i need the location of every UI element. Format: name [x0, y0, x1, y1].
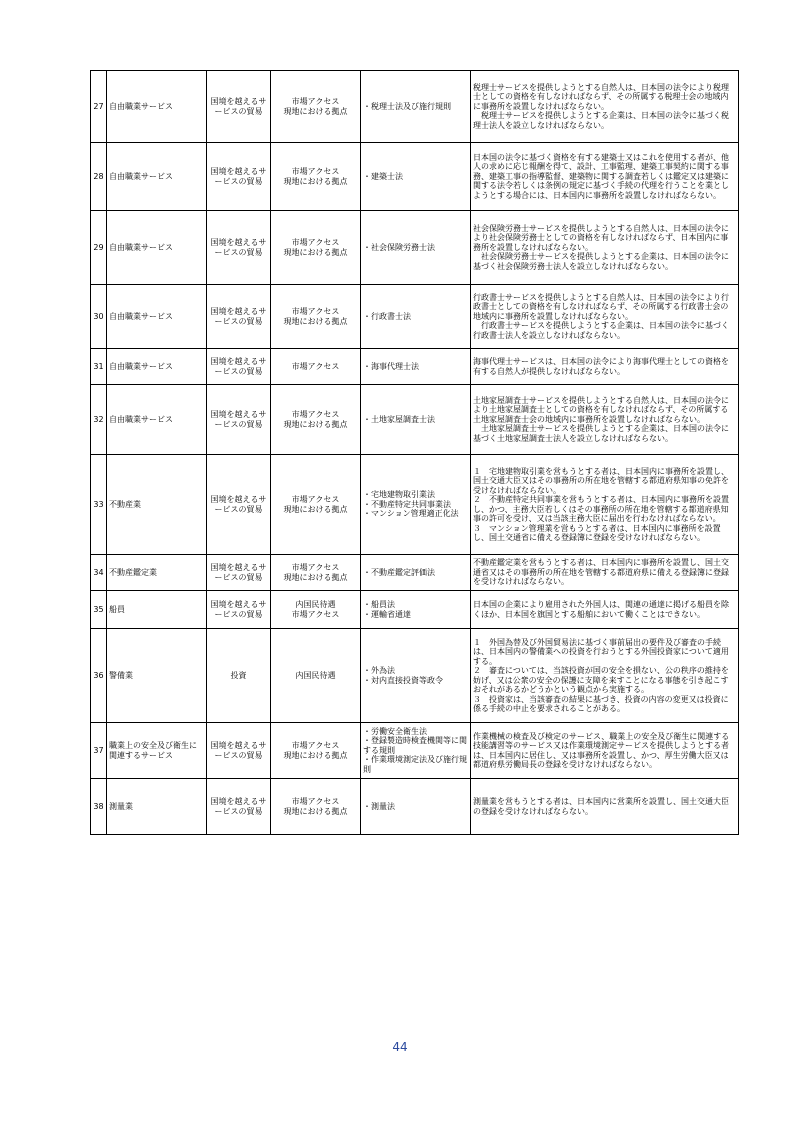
description-cell [471, 455, 739, 555]
description-cell [471, 555, 739, 591]
laws-cell [361, 779, 471, 835]
measure-item: 市場アクセス [291, 609, 340, 619]
law-item: ・社会保険労務士法 [363, 242, 435, 252]
sector-cell: 自由職業サービス [107, 285, 207, 349]
measure-cell [271, 211, 361, 285]
measure-item: 市場アクセス [291, 238, 340, 247]
table-row [91, 555, 739, 591]
row-number: 30 [91, 285, 107, 349]
sector-cell: 警備業 [107, 629, 207, 723]
sector-cell: 不動産鑑定業 [107, 555, 207, 591]
laws-cell [361, 143, 471, 211]
measure-item: 市場アクセス [291, 797, 340, 806]
description-text: １ 宅地建物取引業を営もうとする者は、日本国内に事務所を設置し、国土交通大臣又はその事務所の所在地を管轄する都道府県知事の免許を受けなければならない。 ２ 不動産特定共同事業を営もうとする者は、日本国内に事務所を設置し、かつ、主務大臣若しくはその事務所の所在地を管轄する都道府県知事の許可を受け、又は当該主務大臣に届出を行わなければならない。 ３ マンション管理業を営もうとする者は、日本国内に事務所を設置し、国土交通省に備える登録簿に登録を受けなければならない。 [473, 466, 729, 542]
table-row [91, 285, 739, 349]
measure-cell [271, 779, 361, 835]
measure-cell [271, 723, 361, 779]
description-text: 土地家屋調査士サービスを提供しようとする自然人は、日本国の法令により土地家屋調査士としての資格を有しなければならず、その所属する土地家屋調査士会の地域内に事務所を設置しなければならない。 土地家屋調査士サービスを提供しようとする企業は、日本国の法令に基づく土地家屋調査士法人を設立しなければならない。 [473, 395, 729, 443]
laws-cell [361, 285, 471, 349]
obligation-cell: 国境を越えるサービスの貿易 [207, 285, 271, 349]
measure-item: 市場アクセス [291, 563, 340, 572]
law-item: ・船員法 [363, 600, 395, 609]
obligation-cell: 国境を越えるサービスの貿易 [207, 71, 271, 143]
measure-item: 内国民待遇 [295, 670, 336, 680]
description-text: 海事代理士サービスは、日本国の法令により海事代理士としての資格を有する自然人が提供しなければならない。 [473, 357, 729, 376]
description-text: 社会保険労務士サービスを提供しようとする自然人は、日本国の法令により社会保険労務士としての資格を有しなければならず、日本国内に事務所を設置しなければならない。 社会保険労務士サービスを提供しようとする企業は、日本国の法令に基づく社会保険労務士法人を設立しなければならない。 [473, 223, 729, 271]
description-text: 日本国の法令に基づく資格を有する建築士又はこれを使用する者が、他人の求めに応じ報酬を得て、設計、工事監理、建築工事契約に関する事務、建築工事の指導監督、建築物に関する調査若しくは鑑定又は建築に関する法令若しくは条例の規定に基づく手続の代理を行うことを業としようとする場合には、日本国内に事務所を設置しなければならない。 [473, 152, 729, 200]
description-cell [471, 211, 739, 285]
description-text: 日本国の企業により雇用された外国人は、関連の通達に掲げる船員を除くほか、日本国を旗国とする船舶において働くことはできない。 [473, 600, 729, 619]
law-item: ・土地家屋調査士法 [363, 414, 435, 424]
obligation-cell: 国境を越えるサービスの貿易 [207, 555, 271, 591]
description-text: 作業機械の検査及び検定のサービス、職業上の安全及び衛生に関連する技能講習等のサービス又は作業環境測定サービスを提供しようとする者は、日本国内に居住し、又は事務所を設置し、かつ、厚生労働大臣又は都道府県労働局長の登録を受けなければならない。 [473, 731, 730, 769]
description-text: 測量業を営もうとする者は、日本国内に営業所を設置し、国土交通大臣の登録を受けなければならない。 [473, 797, 729, 816]
row-number: 31 [91, 349, 107, 385]
measure-cell [271, 71, 361, 143]
description-cell [471, 629, 739, 723]
law-item: ・作業環境測定法及び施行規則 [363, 755, 467, 774]
obligation-cell: 投資 [207, 629, 271, 723]
measure-item: 市場アクセス [291, 361, 340, 371]
obligation-cell: 国境を越えるサービスの貿易 [207, 143, 271, 211]
sector-cell: 測量業 [107, 779, 207, 835]
laws-cell [361, 349, 471, 385]
sector-cell: 職業上の安全及び衛生に関連するサービス [107, 723, 207, 779]
obligation-cell: 国境を越えるサービスの貿易 [207, 723, 271, 779]
row-number: 35 [91, 591, 107, 629]
laws-cell [361, 71, 471, 143]
law-item: ・宅地建物取引業法 [363, 490, 435, 500]
row-number: 27 [91, 71, 107, 143]
law-item: ・不動産鑑定評価法 [363, 567, 435, 577]
sector-cell: 船員 [107, 591, 207, 629]
table-row [91, 211, 739, 285]
measure-cell [271, 285, 361, 349]
laws-cell [361, 555, 471, 591]
table-row [91, 629, 739, 723]
description-text: 税理士サービスを提供しようとする自然人は、日本国の法令により税理士としての資格を有しなければならず、その所属する税理士会の地域内に事務所を設置しなければならない。 税理士サービスを提供しようとする企業は、日本国の法令に基づく税理士法人を設立しなければならない。 [473, 82, 729, 130]
measure-cell [271, 143, 361, 211]
obligation-cell: 国境を越えるサービスの貿易 [207, 779, 271, 835]
measure-item: 現地における拠点 [283, 750, 348, 760]
description-cell [471, 349, 739, 385]
row-number: 37 [91, 723, 107, 779]
measure-item: 現地における拠点 [283, 419, 348, 429]
row-number: 34 [91, 555, 107, 591]
measure-item: 市場アクセス [291, 97, 340, 106]
row-number: 28 [91, 143, 107, 211]
measure-cell [271, 555, 361, 591]
description-cell [471, 779, 739, 835]
row-number: 33 [91, 455, 107, 555]
measure-item: 市場アクセス [291, 741, 340, 750]
obligation-cell: 国境を越えるサービスの貿易 [207, 591, 271, 629]
measure-item: 内国民待遇 [295, 600, 336, 609]
law-item: ・海事代理士法 [363, 361, 419, 371]
measure-cell [271, 629, 361, 723]
table-row [91, 455, 739, 555]
sector-cell: 自由職業サービス [107, 385, 207, 455]
table-row [91, 723, 739, 779]
sector-cell: 自由職業サービス [107, 143, 207, 211]
measure-item: 現地における拠点 [283, 316, 348, 326]
sector-cell: 自由職業サービス [107, 349, 207, 385]
description-cell [471, 285, 739, 349]
row-number: 36 [91, 629, 107, 723]
measure-item: 市場アクセス [291, 410, 340, 419]
description-text: １ 外国為替及び外国貿易法に基づく事前届出の要件及び審査の手続は、日本国内の警備業への投資を行おうとする外国投資家について適用する。 ２ 審査については、当該投資が国の安全を損ない、公の秩序の維持を妨げ、又は公衆の安全の保護に支障を来すことになる事態を引き起こすおそれがあるかどうかという観点から実施する。 ３ 投資家は、当該審査の結果に基づき、投資の内容の変更又は投資に係る手続の中止を要求されることがある。 [473, 637, 729, 713]
obligation-cell: 国境を越えるサービスの貿易 [207, 349, 271, 385]
measure-item: 現地における拠点 [283, 504, 348, 514]
table-row [91, 349, 739, 385]
law-item: ・建築士法 [363, 171, 403, 181]
law-item: ・外為法 [363, 666, 395, 675]
table-row [91, 779, 739, 835]
laws-cell [361, 723, 471, 779]
obligation-cell: 国境を越えるサービスの貿易 [207, 455, 271, 555]
measure-item: 市場アクセス [291, 167, 340, 176]
measure-item: 現地における拠点 [283, 806, 348, 816]
measure-item: 現地における拠点 [283, 176, 348, 186]
sector-cell: 自由職業サービス [107, 71, 207, 143]
measure-cell [271, 349, 361, 385]
law-item: ・労働安全衛生法 [363, 726, 427, 736]
table-row [91, 143, 739, 211]
laws-cell [361, 211, 471, 285]
law-item: ・対内直接投資等政令 [363, 675, 443, 685]
measure-item: 市場アクセス [291, 307, 340, 316]
reservation-table [90, 70, 739, 835]
measure-cell [271, 455, 361, 555]
measure-cell [271, 591, 361, 629]
table-row [91, 591, 739, 629]
page-number: 44 [392, 1040, 408, 1054]
description-text: 不動産鑑定業を営もうとする者は、日本国内に事務所を設置し、国土交通省又はその事務所の所在地を管轄する都道府県に備える登録簿に登録を受けなければならない。 [473, 558, 729, 587]
measure-cell [271, 385, 361, 455]
row-number: 38 [91, 779, 107, 835]
obligation-cell: 国境を越えるサービスの貿易 [207, 211, 271, 285]
description-text: 行政書士サービスを提供しようとする自然人は、日本国の法令により行政書士としての資格を有しなければならず、その所属する行政書士会の地域内に事務所を設置しなければならない。 行政書士サービスを提供しようとする企業は、日本国の法令に基づく行政書士法人を設立しなければならない。 [473, 292, 729, 340]
sector-cell: 自由職業サービス [107, 211, 207, 285]
law-item: ・税理士法及び施行規則 [363, 101, 451, 111]
obligation-cell: 国境を越えるサービスの貿易 [207, 385, 271, 455]
law-item: ・測量法 [363, 801, 395, 811]
table-row [91, 385, 739, 455]
table-body [91, 71, 739, 835]
description-cell [471, 591, 739, 629]
description-cell [471, 723, 739, 779]
table-row [91, 71, 739, 143]
measure-item: 市場アクセス [291, 495, 340, 504]
law-item: ・行政書士法 [363, 311, 411, 321]
laws-cell [361, 455, 471, 555]
description-cell [471, 385, 739, 455]
laws-cell [361, 385, 471, 455]
row-number: 32 [91, 385, 107, 455]
description-cell [471, 71, 739, 143]
row-number: 29 [91, 211, 107, 285]
sector-cell: 不動産業 [107, 455, 207, 555]
law-item: ・不動産特定共同事業法 [363, 499, 451, 509]
measure-item: 現地における拠点 [283, 106, 348, 116]
description-cell [471, 143, 739, 211]
laws-cell [361, 629, 471, 723]
law-item: ・マンション管理適正化法 [363, 509, 459, 519]
measure-item: 現地における拠点 [283, 247, 348, 257]
law-item: ・運輸省通達 [363, 609, 411, 619]
measure-item: 現地における拠点 [283, 572, 348, 582]
laws-cell [361, 591, 471, 629]
law-item: ・登録製造時検査機関等に関する規則 [363, 736, 467, 755]
